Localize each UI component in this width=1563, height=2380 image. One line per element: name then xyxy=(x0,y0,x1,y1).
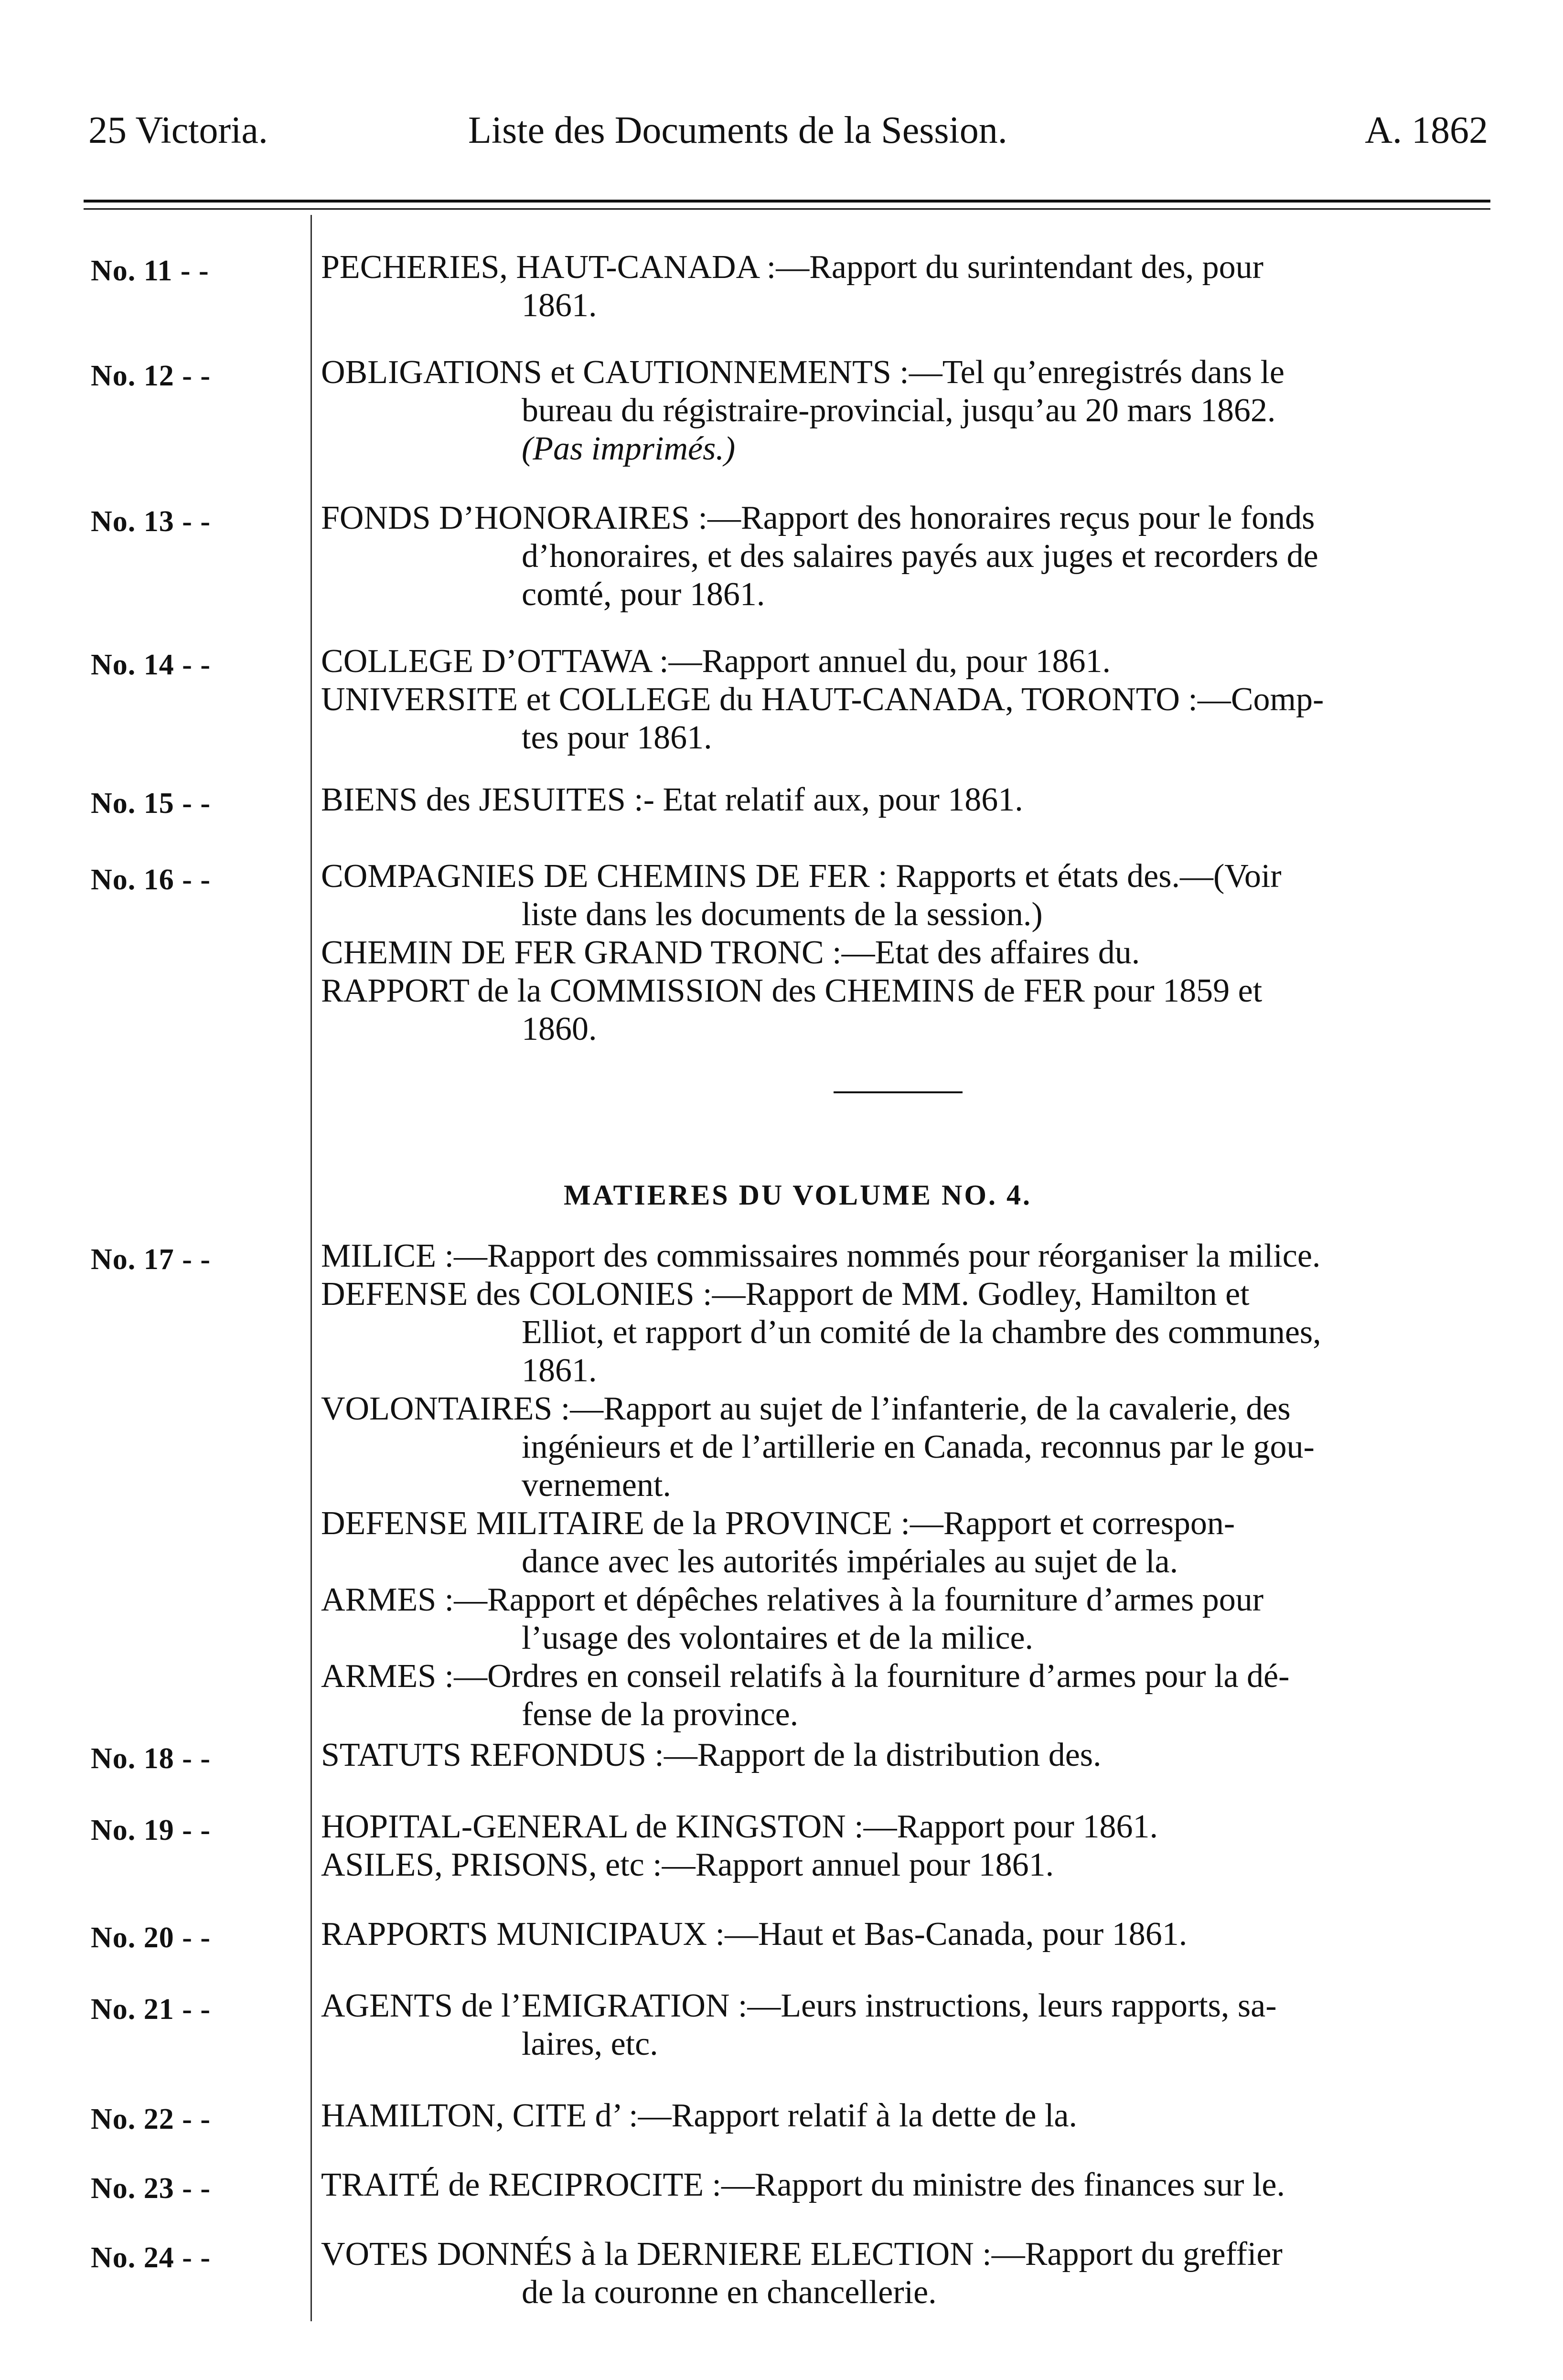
entry-text xyxy=(321,1987,1494,2063)
entry-line: l’usage des volontaires et de la milice. xyxy=(522,1620,1034,1656)
entry-line: BIENS des JESUITES :- Etat relatif aux, pour 1861. xyxy=(321,781,1023,818)
entry-number: No. 15 - - xyxy=(91,787,211,820)
entry-line: RAPPORTS MUNICIPAUX :—Haut et Bas-Canada, pour 1861. xyxy=(321,1916,1188,1953)
entry-line: dance avec les autorités impériales au sujet de la. xyxy=(522,1543,1178,1580)
entry-line: Elliot, et rapport d’un comité de la chambre des communes, xyxy=(522,1314,1321,1351)
entry-line: HAMILTON, CITE d’ :—Rapport relatif à la dette de la. xyxy=(321,2097,1077,2134)
entry-line: d’honoraires, et des salaires payés aux juges et recorders de xyxy=(522,538,1318,575)
entry-line: comté, pour 1861. xyxy=(522,576,765,613)
entry-line: MILICE :—Rapport des commissaires nommés pour réorganiser la milice. xyxy=(321,1238,1321,1274)
entry-line: DEFENSE des COLONIES :—Rapport de MM. Godley, Hamilton et xyxy=(321,1276,1250,1313)
header-rule-thick xyxy=(84,200,1490,203)
entry-line: tes pour 1861. xyxy=(522,719,712,756)
entry-number: No. 23 - - xyxy=(91,2172,211,2205)
entry-line: ARMES :—Ordres en conseil relatifs à la fourniture d’armes pour la dé- xyxy=(321,1658,1290,1695)
entry-text xyxy=(321,857,1494,1048)
entry-text xyxy=(321,2166,1494,2204)
entry-number: No. 22 - - xyxy=(91,2103,211,2135)
entry-number: No. 24 - - xyxy=(91,2241,211,2274)
entry-number: No. 21 - - xyxy=(91,1993,211,2026)
entry-line: laires, etc. xyxy=(522,2026,658,2062)
running-header xyxy=(88,109,1488,157)
entry-line: HOPITAL-GENERAL de KINGSTON :—Rapport pour 1861. xyxy=(321,1808,1158,1845)
entry-line: AGENTS de l’EMIGRATION :—Leurs instructions, leurs rapports, sa- xyxy=(321,1987,1277,2024)
entry-line: VOTES DONNÉS à la DERNIERE ELECTION :—Rapport du greffier xyxy=(321,2236,1283,2273)
entry-number: No. 13 - - xyxy=(91,505,211,538)
entry-number: No. 17 - - xyxy=(91,1243,211,1276)
entry-text xyxy=(321,248,1494,325)
entry-text xyxy=(321,353,1494,468)
entry-line: UNIVERSITE et COLLEGE du HAUT-CANADA, TORONTO :—Comp- xyxy=(321,681,1324,718)
entry-line: STATUTS REFONDUS :—Rapport de la distribution des. xyxy=(321,1737,1102,1773)
entry-line: OBLIGATIONS et CAUTIONNEMENTS :—Tel qu’enregistrés dans le xyxy=(321,354,1285,391)
entry-number: No. 20 - - xyxy=(91,1921,211,1954)
volume-heading: MATIERES DU VOLUME NO. 4. xyxy=(564,1179,1032,1211)
header-rule-thin xyxy=(84,208,1490,210)
entry-text xyxy=(321,2235,1494,2312)
section-divider xyxy=(834,1091,963,1093)
entry-text xyxy=(321,1808,1494,1884)
entry-line: ARMES :—Rapport et dépêches relatives à la fourniture d’armes pour xyxy=(321,1581,1264,1618)
entry-line: VOLONTAIRES :—Rapport au sujet de l’infanterie, de la cavalerie, des xyxy=(321,1390,1291,1427)
page-title: Liste des Documents de la Session. xyxy=(468,109,1007,151)
entry-line: vernement. xyxy=(522,1467,671,1504)
entry-line: PECHERIES, HAUT-CANADA :—Rapport du surintendant des, pour xyxy=(321,249,1263,286)
year-label: A. 1862 xyxy=(1365,109,1488,151)
entry-number: No. 11 - - xyxy=(91,255,209,287)
column-divider xyxy=(310,215,312,2321)
entry-line: RAPPORT de la COMMISSION des CHEMINS de FER pour 1859 et xyxy=(321,972,1263,1009)
entry-line: COMPAGNIES DE CHEMINS DE FER : Rapports et états des.—(Voir xyxy=(321,858,1282,895)
entry-line: (Pas imprimés.) xyxy=(522,430,736,467)
entry-line: 1861. xyxy=(522,287,597,324)
entry-line: ASILES, PRISONS, etc :—Rapport annuel pour 1861. xyxy=(321,1846,1054,1883)
entry-line: fense de la province. xyxy=(522,1696,799,1733)
entry-line: bureau du régistraire-provincial, jusqu’au 20 mars 1862. xyxy=(522,392,1276,429)
entry-text xyxy=(321,2097,1494,2135)
entry-line: ingénieurs et de l’artillerie en Canada, reconnus par le gou- xyxy=(522,1429,1315,1465)
session-number: 25 Victoria. xyxy=(88,109,268,151)
entry-line: TRAITÉ de RECIPROCITE :—Rapport du ministre des finances sur le. xyxy=(321,2167,1285,2203)
entry-line: liste dans les documents de la session.) xyxy=(522,896,1043,933)
entry-text xyxy=(321,499,1494,614)
entry-number: No. 18 - - xyxy=(91,1742,211,1775)
entry-number: No. 14 - - xyxy=(91,649,211,681)
entry-text xyxy=(321,1915,1494,1953)
entry-line: de la couronne en chancellerie. xyxy=(522,2274,937,2311)
entry-line: 1861. xyxy=(522,1352,597,1389)
entry-text xyxy=(321,1736,1494,1774)
entry-text xyxy=(321,642,1494,757)
entry-line: CHEMIN DE FER GRAND TRONC :—Etat des affaires du. xyxy=(321,934,1140,971)
entry-line: FONDS D’HONORAIRES :—Rapport des honoraires reçus pour le fonds xyxy=(321,500,1315,536)
entry-line: DEFENSE MILITAIRE de la PROVINCE :—Rapport et correspon- xyxy=(321,1505,1235,1542)
entry-text xyxy=(321,781,1494,819)
entry-line: COLLEGE D’OTTAWA :—Rapport annuel du, pour 1861. xyxy=(321,643,1111,680)
entry-number: No. 19 - - xyxy=(91,1814,211,1846)
entry-line: 1860. xyxy=(522,1011,597,1047)
entry-text xyxy=(321,1237,1494,1734)
entry-number: No. 16 - - xyxy=(91,864,211,896)
entry-number: No. 12 - - xyxy=(91,360,211,392)
